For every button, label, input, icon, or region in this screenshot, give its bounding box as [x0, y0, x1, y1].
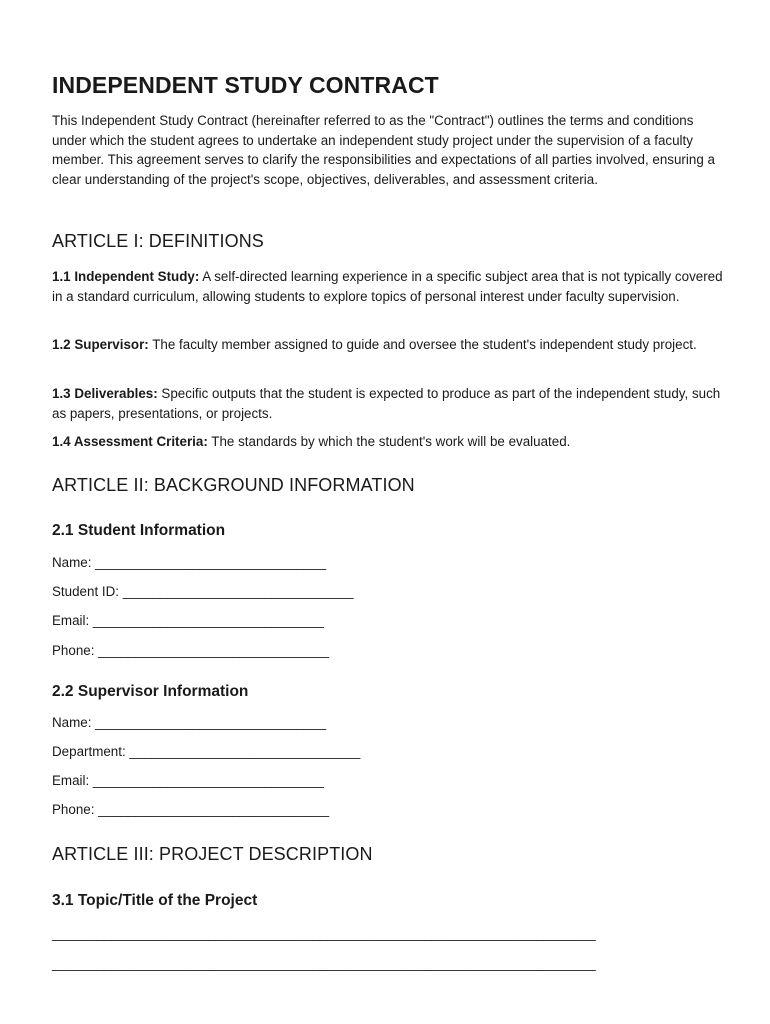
definition-text: The standards by which the student's work will be evaluated. — [207, 434, 571, 449]
project-topic-heading: 3.1 Topic/Title of the Project — [52, 892, 258, 909]
project-topic-line[interactable]: _________________________________________________________________________ — [52, 926, 596, 941]
intro-paragraph: This Independent Study Contract (hereinafter referred to as the "Contract") outlines the terms and conditions under which the student agrees to undertake an independent study project under the supervision of a faculty member. This agreement serves to clarify the responsibilities and expectations of all parties involved, ensuring a clear understanding of the project's scope, objectives, deliverables, and assessment criteria. — [52, 113, 715, 187]
student-phone-field[interactable]: Phone: _______________________________ — [52, 643, 330, 658]
supervisor-department-field[interactable]: Department: _______________________________ — [52, 744, 361, 759]
project-topic-line[interactable]: _________________________________________________________________________ — [52, 956, 596, 971]
document-title: INDEPENDENT STUDY CONTRACT — [52, 72, 439, 98]
definition-term: 1.1 Independent Study: — [52, 269, 200, 284]
supervisor-info-heading: 2.2 Supervisor Information — [52, 683, 249, 700]
student-id-field[interactable]: Student ID: _______________________________ — [52, 584, 354, 599]
definition-text: Specific outputs that the student is expected to produce as part of the independent study, such as papers, presentations, or projects. — [52, 386, 721, 421]
definition-1-3 — [52, 384, 724, 423]
definition-1-2 — [52, 335, 724, 355]
student-email-field[interactable]: Email: _______________________________ — [52, 613, 324, 628]
definition-1-1 — [52, 267, 724, 306]
student-info-heading: 2.1 Student Information — [52, 522, 226, 539]
article-1-heading: ARTICLE I: DEFINITIONS — [52, 231, 264, 251]
article-3-heading: ARTICLE III: PROJECT DESCRIPTION — [52, 844, 373, 864]
student-name-field[interactable]: Name: _______________________________ — [52, 555, 327, 570]
supervisor-name-field[interactable]: Name: _______________________________ — [52, 715, 327, 730]
definition-term: 1.3 Deliverables: — [52, 386, 158, 401]
definition-text: The faculty member assigned to guide and oversee the student's independent study project. — [148, 337, 697, 352]
supervisor-email-field[interactable]: Email: _______________________________ — [52, 773, 324, 788]
definition-term: 1.4 Assessment Criteria: — [52, 434, 208, 449]
definition-term: 1.2 Supervisor: — [52, 337, 149, 352]
definition-text: A self-directed learning experience in a specific subject area that is not typically covered in a standard curriculum, allowing students to explore topics of personal interest under faculty supervision. — [52, 269, 723, 304]
definition-1-4 — [52, 432, 724, 452]
supervisor-phone-field[interactable]: Phone: _______________________________ — [52, 802, 330, 817]
article-2-heading: ARTICLE II: BACKGROUND INFORMATION — [52, 475, 415, 495]
